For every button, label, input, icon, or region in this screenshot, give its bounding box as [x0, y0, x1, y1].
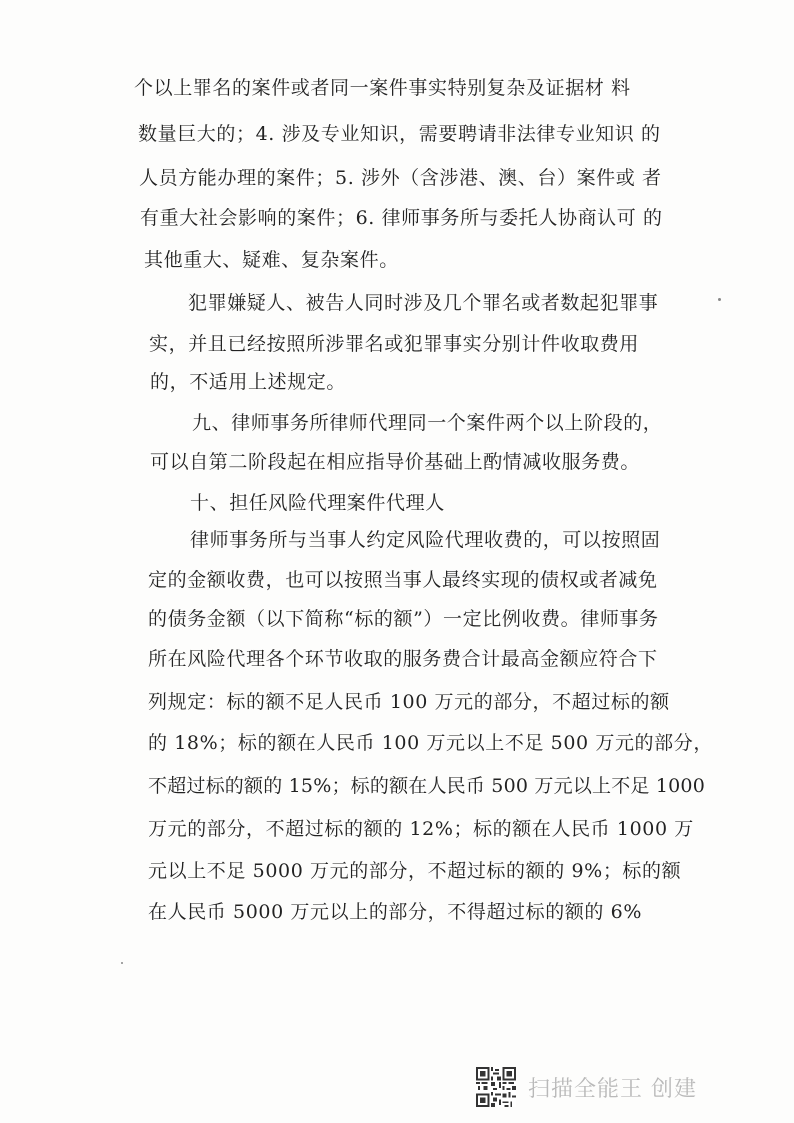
- text-line-18: 不超过标的额的 15%；标的额在人民币 500 万元以上不足 1000: [148, 775, 706, 797]
- section-heading: 十、担任风险代理案件代理人: [190, 492, 445, 514]
- text-line-5: 其他重大、疑难、复杂案件。: [144, 249, 399, 271]
- scan-speck: [718, 298, 721, 301]
- text-line-21: 在人民币 5000 万元以上的部分，不得超过标的额的 6%: [148, 901, 643, 923]
- watermark-text: 扫描全能王 创建: [528, 1076, 697, 1102]
- text-line-16: 列规定：标的额不足人民币 100 万元的部分，不超过标的额: [148, 691, 670, 713]
- text-line-13: 定的金额收费，也可以按照当事人最终实现的债权或者减免: [148, 569, 658, 591]
- text-line-15: 所在风险代理各个环节收取的服务费合计最高金额应符合下: [148, 648, 658, 670]
- text-line-3: 人员方能办理的案件；5. 涉外（含涉港、澳、台）案件或 者: [139, 167, 662, 189]
- text-line-4: 有重大社会影响的案件；6. 律师事务所与委托人协商认可 的: [140, 207, 663, 229]
- text-line-10: 可以自第二阶段起在相应指导价基础上酌情减收服务费。: [150, 451, 641, 473]
- text-line-14: 的债务金额（以下简称“标的额”）一定比例收费。律师事务: [148, 608, 659, 630]
- text-line-20: 元以上不足 5000 万元的部分，不超过标的额的 9%；标的额: [148, 860, 682, 882]
- text-line-17: 的 18%；标的额在人民币 100 万元以上不足 500 万元的部分，: [148, 732, 713, 754]
- scanner-watermark: [476, 1062, 697, 1112]
- scan-speck: [121, 962, 123, 964]
- text-line-8: 的，不适用上述规定。: [150, 371, 347, 393]
- text-line-9: 九、律师事务所律师代理同一个案件两个以上阶段的，: [192, 412, 663, 434]
- text-line-1: 个以上罪名的案件或者同一案件事实特别复杂及证据材 料: [134, 77, 631, 99]
- text-line-2: 数量巨大的；4. 涉及专业知识，需要聘请非法律专业知识 的: [138, 123, 661, 145]
- text-line-12: 律师事务所与当事人约定风险代理收费的，可以按照固: [190, 529, 661, 551]
- text-line-6: 犯罪嫌疑人、被告人同时涉及几个罪名或者数起犯罪事: [188, 292, 659, 314]
- text-line-7: 实，并且已经按照所涉罪名或犯罪事实分别计件收取费用: [149, 333, 640, 355]
- text-line-19: 万元的部分，不超过标的额的 12%；标的额在人民币 1000 万: [148, 818, 694, 840]
- qr-code-icon: [476, 1067, 516, 1107]
